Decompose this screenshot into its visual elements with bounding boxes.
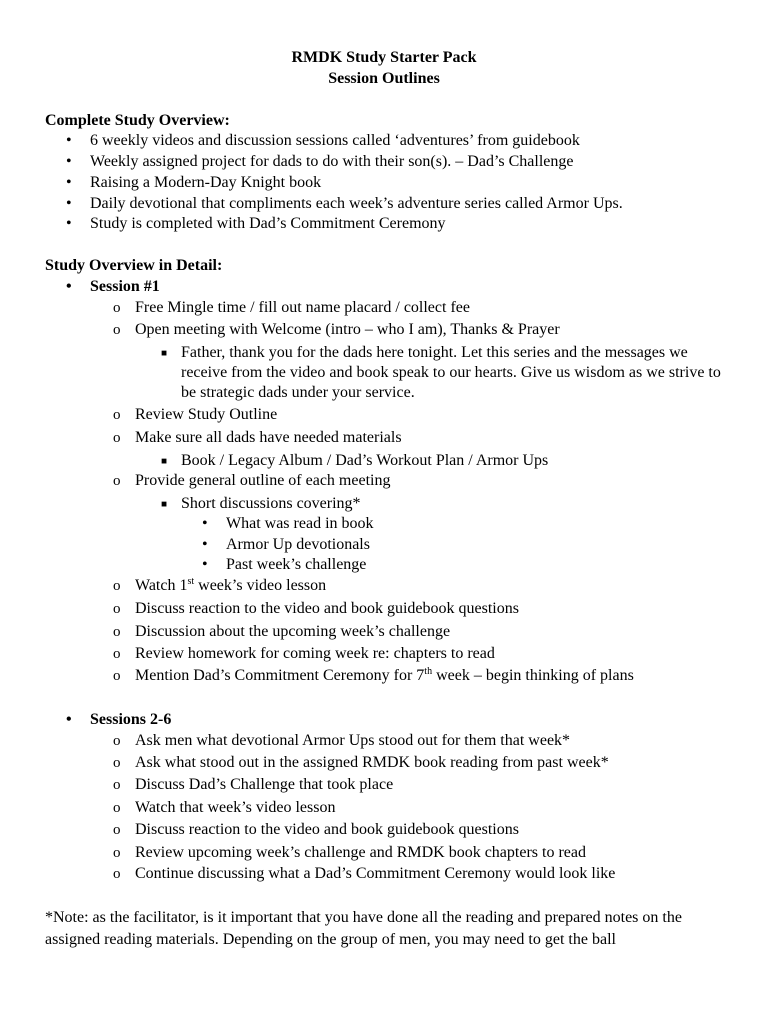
circle-bullet-icon: o [113, 646, 121, 662]
document-subtitle: Session Outlines [328, 70, 440, 87]
list-item: o Discuss Dad’s Challenge that took place [113, 776, 394, 793]
circle-bullet-icon: o [113, 845, 121, 861]
circle-bullet-icon: o [113, 624, 121, 640]
list-item: o Review homework for coming week re: chapters to read [113, 645, 495, 662]
square-bullet-icon: ■ [161, 499, 168, 510]
bullet-icon: • [66, 195, 72, 212]
list-item: • 6 weekly videos and discussion sessions called ‘adventures’ from guidebook [66, 132, 580, 149]
list-item: o Watch 1st week’s video lesson [113, 576, 327, 594]
sessions-2-6-heading: • Sessions 2-6 [66, 711, 172, 728]
circle-bullet-icon: o [113, 866, 121, 882]
bullet-icon: • [202, 515, 208, 532]
overview-heading: Complete Study Overview: [45, 112, 230, 129]
list-item: o Review Study Outline [113, 406, 278, 423]
list-item: • Weekly assigned project for dads to do with their son(s). – Dad’s Challenge [66, 153, 574, 170]
circle-bullet-icon: o [113, 733, 121, 749]
prayer-text: ■ Father, thank you for the dads here tonight. Let this series and the messages we receive from the video and book speak to our hearts. Give us wisdom as we strive to be strategic dads under your service. [161, 344, 721, 401]
list-item: • Armor Up devotionals [202, 536, 370, 553]
list-item: • Raising a Modern-Day Knight book [66, 174, 322, 191]
bullet-icon: • [202, 556, 208, 573]
bullet-icon: • [66, 174, 72, 191]
circle-bullet-icon: o [113, 473, 121, 489]
circle-bullet-icon: o [113, 407, 121, 423]
circle-bullet-icon: o [113, 755, 121, 771]
bullet-icon: • [66, 215, 72, 232]
list-item: o Discuss reaction to the video and book guidebook questions [113, 821, 519, 838]
list-item: • Study is completed with Dad’s Commitment Ceremony [66, 215, 446, 232]
list-item: o Make sure all dads have needed materials [113, 429, 402, 446]
list-item: • Daily devotional that compliments each week’s adventure series called Armor Ups. [66, 195, 623, 212]
list-item: o Mention Dad’s Commitment Ceremony for 7th week – begin thinking of plans [113, 666, 634, 684]
circle-bullet-icon: o [113, 578, 121, 594]
circle-bullet-icon: o [113, 601, 121, 617]
list-item: o Provide general outline of each meeting [113, 472, 391, 489]
bullet-icon: • [66, 278, 72, 295]
circle-bullet-icon: o [113, 430, 121, 446]
square-bullet-icon: ■ [161, 348, 168, 359]
session-1-heading: • Session #1 [66, 278, 160, 295]
document-title: RMDK Study Starter Pack [291, 49, 477, 66]
square-bullet-icon: ■ [161, 456, 168, 467]
list-item: o Watch that week’s video lesson [113, 799, 336, 816]
circle-bullet-icon: o [113, 322, 121, 338]
list-item: o Continue discussing what a Dad’s Commitment Ceremony would look like [113, 865, 616, 882]
bullet-icon: • [66, 711, 72, 728]
list-item: • What was read in book [202, 515, 374, 532]
list-item: o Discuss reaction to the video and book guidebook questions [113, 600, 519, 617]
circle-bullet-icon: o [113, 668, 121, 684]
detail-heading: Study Overview in Detail: [45, 257, 223, 274]
list-item: o Free Mingle time / fill out name placard / collect fee [113, 299, 470, 316]
circle-bullet-icon: o [113, 800, 121, 816]
list-item: o Review upcoming week’s challenge and RMDK book chapters to read [113, 844, 586, 861]
bullet-icon: • [66, 153, 72, 170]
circle-bullet-icon: o [113, 777, 121, 793]
bullet-icon: • [66, 132, 72, 149]
list-item: o Discussion about the upcoming week’s challenge [113, 623, 451, 640]
list-item: o Ask men what devotional Armor Ups stood out for them that week* [113, 732, 571, 749]
circle-bullet-icon: o [113, 300, 121, 316]
list-item: ■ Book / Legacy Album / Dad’s Workout Plan / Armor Ups [181, 451, 548, 471]
list-item: ■ Short discussions covering* [181, 494, 361, 514]
list-item: • Past week’s challenge [202, 556, 367, 573]
facilitator-note: *Note: as the facilitator, is it important that you have done all the reading and prepared notes on the assigned reading materials. Depending on the group of men, you may need to get the ball [45, 909, 682, 948]
list-item: o Open meeting with Welcome (intro – who I am), Thanks & Prayer [113, 321, 560, 338]
list-item: o Ask what stood out in the assigned RMDK book reading from past week* [113, 754, 609, 771]
circle-bullet-icon: o [113, 822, 121, 838]
bullet-icon: • [202, 536, 208, 553]
